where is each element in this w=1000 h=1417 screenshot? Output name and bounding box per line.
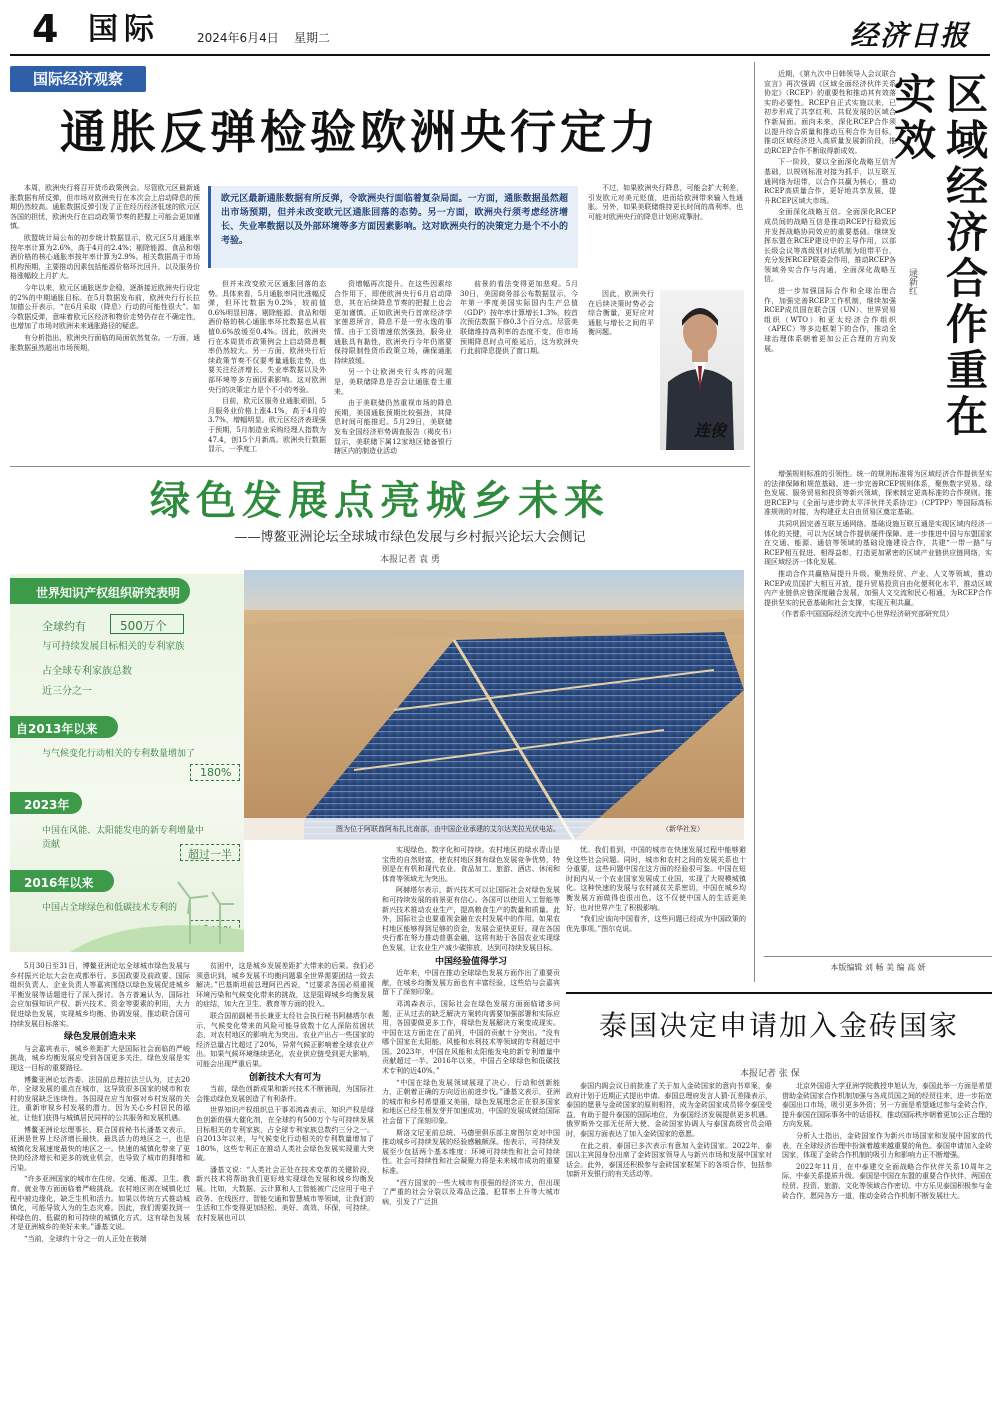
paragraph: 世界知识产权组织总干事邓鸿森表示，知识产权是绿色创新的强大催化剂，在全球约有500万个与可持续发展目标相关的专利家族，占全球专利家族总数约三分之一。自2013年以来，与气候变化行动相关的专利数量增加了180%，这些专利正在推动人类社会绿色发展实现重大突破。 [196, 1106, 374, 1163]
paragraph: 阿赫塔尔表示，新兴技术可以让国际社会对绿色发展和可持续发展的前景更有信心。各国可以使用人工智能等新兴技术推动农业生产，提高粮食生产的数量和质量。此外，国际社会也要重视金融在农村发展中的作用。如果农村地区能够得到足够的资金，发展会更快更好。现在各国央行都在努力推动普惠金融，这将有助于各国农业实现绿色发展，让农业生产减少碳排放，达到可持续发展目标。 [382, 886, 560, 952]
paragraph: 本周，欧洲央行将召开货币政策例会。尽管欧元区最新通胀数据有所反弹，但市场对欧洲央行在本次会上启动降息的预期仍然较高。通胀数据反弹引发了正在经历经济低迷的欧元区各国的担忧，欧洲央行在启动政策节奏的把握上可能会更加谨慎。 [10, 184, 200, 231]
wind-turbine-illustration [70, 874, 244, 952]
column-tag [10, 66, 146, 92]
paragraph: 不过，如果欧洲央行降息，可能会扩大利差，引发欧元对美元贬值，进而给欧洲带来输入性通胀。另外，如果美联储维持更长时间的高利率，也可能对欧洲央行的降息计划形成掣肘。 [588, 184, 743, 221]
article3-byline: 逯新红 [907, 268, 917, 295]
year1-text: 与气候变化行动相关的专利数量增加了 [42, 749, 196, 759]
page-number: 4 [32, 7, 59, 51]
paragraph: 另一个让欧洲央行头疼的问题是，美联储降息是否会让通胀卷土重来。 [334, 368, 452, 396]
article4-body-col2 [782, 1082, 992, 1410]
paragraph: 有分析指出，欧洲央行面临的局面依然复杂。一方面，通胀数据虽然超出市场预期， [10, 333, 200, 352]
solar-plant-illustration [244, 570, 744, 840]
paragraph: “我们应该向中国看齐，这些问题已经成为中国政策的优先事项。”图尔克说。 [566, 915, 746, 933]
article4-byline: 本报记者 张 保 [740, 1069, 800, 1079]
paragraph: 邓鸿森表示，国际社会在绿色发展方面面临诸多问题，正从过去的缺乏解决方案转向需要加强部署和实际应用，各国要做更多工作，将绿色发展解决方案变成现实。中国在这方面走在了前列，中国的贡献十分突出。“没有哪个国家在太阳能、风能和水利技术等领域的专利超过中国。2023年，中国在风能和太阳能发电的新专利增量中贡献超过一半。2016年以来，中国占全球绿色和低碳技术专利的近40%。” [382, 999, 560, 1076]
article1-body-col1 [10, 184, 200, 460]
newspaper-logo: 经济日报 [850, 19, 971, 52]
paragraph: 5月30日至31日，博鳌亚洲论坛全球城市绿色发展与乡村振兴论坛大会在成都举行。多国政要及前政要、国际组织负责人、企业负责人等嘉宾围绕以绿色发展促进城乡平衡发展等话题进行了深入探讨。各方普遍认为，国际社会应加强知识产权、新兴技术、资金等要素的利用，大力促进绿色发展，实现城乡均衡、协调发展，推动联合国可持续发展目标落实。 [10, 962, 190, 1028]
paragraph: 共同巩固完善互联互通网络。基础设施互联互通是实现区域内经济一体化的关键，可以为区域合作提供硬件保障。进一步推进中国与东盟国家在交通、能源、通信等领域的基础设施建设合作，共建“一带一路”与RCEP相互促进、相得益彰，打造更加紧密的区域产业链供应链网络，实现区域经济一体化发展。 [764, 519, 992, 567]
article3-headline: 区域经济合作重在实效 [888, 72, 989, 440]
stat-line1-prefix: 全球约有 [42, 620, 86, 633]
paragraph: 贫困中，这是城乡发展差距扩大带来的后果。我们必须意识到，城乡发展不均衡问题靠全世界需要团结一致去解决。”巴基斯坦前总理阿巴西说，“过要求各国必须重视环境污染和气候变化带来的挑战，这是阻碍城乡均衡发展的症结，加大在卫生、教育等方面的投入。 [196, 962, 374, 1009]
paragraph: 推动合作共赢格局提升升级。聚焦经贸、产业、人文等领域，推动RCEP成员国扩大相互开放，提升贸易投资自由化便利化水平，推动区域内产业链供应链深度融合发展，加强人文交流和民心相通，为RCEP合作提供坚实的民意基础和社会支撑，实现互利共赢。 [764, 569, 992, 607]
paragraph: 在此之前，泰国已多次表示有意加入金砖国家。2022年，泰国以主宾国身份出席了金砖国家领导人与新兴市场和发展中国家对话会。此外，泰国还积极参与金砖国家框架下的各项合作，包括参加新开发银行的有关活动等。 [566, 1141, 772, 1179]
paragraph: 2022年11月，在中泰建交全面战略合作伙伴关系10周年之际，中泰关系提质升级。泰国是中国在东盟的重要合作伙伴，两国在经贸、投资、旅游、文化等领域合作密切。中方乐见泰国积极参与金砖合作，愿同各方一道，推动金砖合作机制不断发展壮大。 [782, 1162, 992, 1200]
paragraph: “当前，全球约十分之一的人正处在极端 [24, 1235, 147, 1244]
paragraph: “中国在绿色发展领域展现了决心、行动和创新能力，正朝着正确的方向迈出前进步伐。”潘基文表示，亚洲的城市和乡村希望重又美丽，绿色发展理念正在很多国家和地区已经生根发芽并加速成功，中国的发展成就给国际社会留下了深刻印象。 [382, 1078, 560, 1126]
paragraph: 联合国前副秘书长兼亚太经社会执行秘书阿赫塔尔表示，气候变化带来的风险可能导致数十亿人深陷贫困状态，对农村地区的影响尤为突出。农业产出占一些国家的经济总量占比超过了20%，异常气候正影响着全球农业产出。如果气候环境继续恶化，农业供应链受到更大影响，可能会出现严重后果。 [196, 1011, 374, 1068]
article2-body-col4 [566, 846, 746, 986]
paragraph: 目前，欧元区服务业通胀顽固，5月服务业价格上涨4.1%，高于4月的3.7%，增幅明显。欧元区经济表现强于预期，5月制造业采购经理人指数为47.4，创15个月新高。欧洲央行数据显示，一季度工 [208, 397, 326, 454]
paragraph: 分析人士指出，金砖国家作为新兴市场国家和发展中国家的代表，在全球经济治理中扮演着越来越重要的角色。泰国申请加入金砖国家，体现了金砖合作机制的吸引力和影响力正不断增强。 [782, 1131, 992, 1160]
solar-plant-photo [244, 570, 744, 840]
issue-date: 2024年6月4日 [197, 31, 279, 45]
paragraph: 北京外国语大学亚洲学院教授申旭认为，泰国此举一方面是希望借助金砖国家合作机制加强与各成员国之间的经贸往来，进一步拓宽泰国出口市场，吸引更多外资；另一方面是希望通过参与金砖合作，提升泰国在国际事务中的话语权，推动国际秩序朝着更加公正合理的方向发展。 [782, 1082, 992, 1129]
year1-value: 180% [200, 766, 232, 779]
article2-headline: 绿色发展点亮城乡未来 [150, 477, 610, 524]
paragraph: 由于美联储仍然重视市场的降息预期，美国通胀预期比较强劲，其降息时间可能推迟。5月29日，美联储发布全国经济形势调查报告（褐皮书）显示，美联储下属12家地区储备银行辖区内的制造业活动 [334, 399, 452, 456]
paragraph: 当前，绿色创新成果和新兴技术不断涌现，为国际社会推动绿色发展创造了有利条件。 [196, 1085, 374, 1103]
article3-body-col2 [764, 470, 992, 948]
paragraph: 潘基文说：“人类社会正处在技术变革的关键阶段，新兴技术将帮助我们更好地实现绿色发展和城乡均衡发展。比如，大数据、云计算和人工智能被广泛应用于电子政务、在线医疗、智能交通和智慧城市等领域，让我们的生活和工作变得更加轻松、美好、高效、环保，可持续。农村发展也可以 [196, 1165, 374, 1222]
article2-body-col1 [10, 962, 190, 1410]
paragraph: 因此，欧洲央行在后续决策时势必会综合衡量，更好应对通胀与增长之间的平衡问题。 [588, 290, 654, 337]
article1-body-col3 [334, 280, 452, 462]
article1-summary-box [208, 186, 578, 268]
article3-body-col1 [764, 70, 896, 466]
stat-line2: 占全球专利家族总数 [42, 666, 132, 677]
section-name: 国际 [88, 12, 160, 47]
section3-title: 中国经验值得学习 [434, 956, 507, 967]
article1-body-col6 [588, 290, 654, 462]
article1-headline: 通胀反弹检验欧洲央行定力 [60, 105, 660, 159]
author-signature: 连俊 [694, 421, 727, 440]
paragraph: 泰国内阁会议日前批准了关于加入金砖国家的意向书草案，泰政府计划于近期正式提出申请。泰国总理府发言人猜·瓦差隆表示，泰国的愿景与金砖国家的原则相符，成为金砖国家成员将令泰国受益，有助于提升泰国的国际地位，为泰国经济发展提供更多机遇。俄罗斯外交部无任所大使、金砖国家协调人与泰国高级官员会晤时，泰国方面表达了加入金砖国家的意愿。 [566, 1082, 772, 1138]
section2-title: 创新技术大有可为 [248, 1072, 321, 1083]
paragraph: 欧盟统计局公布的初步统计数据显示，欧元区5月通胀率按年率计算为2.6%，高于4月的2.4%；剔除能源、食品和烟酒价格的核心通胀率按年率计算为2.9%。相关数据高于市场机构预期，主要推动因素包括能源价格环比回升，以及服务价格涨幅较上月扩大。 [10, 233, 200, 281]
stat-line1-value: 500万个 [120, 619, 167, 633]
article1-summary: 欧元区最新通胀数据有所反弹，令欧洲央行面临着复杂局面。一方面，通胀数据虽然超出市场预期，但并未改变欧元区通胀回落的态势。另一方面，欧洲央行须考虑经济增长、失业率数据以及外部环境等多方面因素影响。这对欧洲央行的决策定力是个不小的考验。 [221, 194, 568, 246]
column-tag-label: 国际经济观察 [32, 70, 123, 88]
year2-text: 中国在风能、太阳能发电的新专利增量中贡献 [42, 826, 205, 850]
article1-body-col2 [208, 280, 326, 462]
photo-caption: 图为位于阿联酋阿布扎比南部，由中国企业承建的艾尔达芙拉光伏电站。 [336, 825, 560, 833]
paragraph: 进一步加强国际合作和全球治理合作，加强完善RCEP工作机制，继续加强RCEP成员国在联合国（UN）、世界贸易组织（WTO）和亚太经济合作组织（APEC）等多边框架下的合作，推动全球治理体系朝着更加公正合理的方向发展。 [764, 287, 896, 353]
masthead [0, 0, 1000, 62]
paragraph: 忧。我们看到，中国的城市在快速发展过程中能够避免这些社会问题。同时，城市和农村之间的发展关系也十分重要，这些问题中国在这方面的经验很可鉴。中国在短时间内从一个农业国家发展成工业国，实现了大规模城镇化。这种快速的发展与农村减贫关系密切，中国在城乡均衡发展方面做得也很出色。这不仅使中国人的生活更美好，也对世界产生了积极影响。 [566, 846, 746, 912]
masthead-rule [10, 54, 990, 56]
year1-label: 自2013年以来 [16, 722, 98, 736]
paragraph: 下一阶段，要以全面深化战略互信为基础，以规则标准对接为抓手，以互联互通网络为纽带，以合作共赢为核心，推动RCEP高质量合作，更好地共享发展，提升RCEP区域大市场。 [764, 158, 896, 205]
paragraph: 前景的看法变得更加悲观。5月30日，美国商务部公布数据显示，今年第一季度美国实际国内生产总值（GDP）按年率计算增长1.3%，较首次预估数据下修0.3个百分点。尽管美联储维持高利率的态度不变，但市场预期降息时点可能延后，这为欧洲央行此前降息提供了窗口期。 [460, 280, 578, 356]
issue-weekday: 星期二 [294, 31, 331, 45]
editor-credit: 本版编辑 刘 畅 美 编 高 妍 [830, 963, 926, 972]
paragraph: 但并未改变欧元区通胀回落的态势。具体来看，5月通胀率同比涨幅反弹，但环比数据为0.2%，较前值0.6%明显回落。剔除能源、食品和烟酒价格的核心通胀率环比数据也从前值0.6%放缓至0.4%。因此，欧洲央行在本周货币政策例会上启动降息概率仍然较大。另一方面，欧洲央行后续政策节奏不仅要考量通胀走势，也要关注经济增长、失业率数据以及外部环境等多方面因素影响。这对欧洲央行的决策定力是个不小的考验。 [208, 280, 326, 394]
ip-infographic [10, 574, 244, 952]
article2-subheadline: ——博鳌亚洲论坛全球城市绿色发展与乡村振兴论坛大会侧记 [234, 530, 586, 545]
infographic-title: 世界知识产权组织研究表明 [36, 586, 181, 600]
article2-body-col3 [382, 846, 560, 1410]
article4-top-rule [566, 992, 992, 994]
right-column-divider [754, 62, 755, 982]
year2-value: 超过一半 [188, 848, 232, 861]
paragraph: 与会嘉宾表示，城乡差距扩大是国际社会面临的严峻挑战，城乡均衡发展应受到各国更多关注，绿色发展是实现这一目标的重要路径。 [10, 1044, 190, 1072]
article4-headline: 泰国决定申请加入金砖国家 [598, 1009, 959, 1042]
article2-byline: 本报记者 袁 勇 [380, 555, 440, 565]
paragraph: （作者系中国国际经济交流中心世界经济研究部研究员） [778, 610, 953, 619]
article2-body-col2 [196, 962, 374, 1410]
paragraph: 近年来，中国在推动全球绿色发展方面作出了重要贡献，在城乡均衡发展方面也有丰富经验，这些给与会嘉宾留下了深刻印象。 [382, 969, 560, 997]
stat-line1-suffix: 与可持续发展目标相关的专利家族 [42, 641, 185, 652]
year2-label: 2023年 [24, 798, 70, 812]
photo-credit: （新华社发） [662, 825, 704, 833]
article1-body-col4 [460, 280, 578, 462]
year3-text: 中国占全球绿色和低碳技术专利的 [42, 903, 178, 913]
paragraph: “西方国家的一些大城市有很强的经济实力，但出现了严重的社会分裂以及毒品泛滥、犯罪率上升等大城市病，引发了广泛担 [382, 1178, 560, 1206]
article1-bottom-rule [10, 466, 750, 467]
article1-body-col5 [588, 184, 743, 284]
paragraph: 资增幅再次提升。在这些因素综合作用下，即使欧洲央行6月启动降息，其在后续降息节奏的把握上也会更加谨慎。正如欧洲央行首席经济学家莲恩所言，降息不是一劳永逸的事情。由于工资增速依然强劲，服务业通胀具有黏性，欧洲央行今年仍需要保持限制性货币政策立场，确保通胀持续放缓。 [334, 280, 452, 365]
paragraph: “许多亚洲国家的城市在住房、交通、能源、卫生、教育、就业等方面面临着严峻挑战。农村地区则在城镇化过程中被边缘化，缺乏生机和活力。如果以传统方式推动城镇化，可能导致人为的生态灾难。因此，我们需要找到一种绿色的、低碳的和可持续的城镇化方式，这有绿色发展才是亚洲城乡的美好未来。”潘基文说。 [10, 1175, 190, 1232]
paragraph: 斯洛文尼亚前总统、马德里俱乐部主席图尔克对中国推动城乡可持续发展的经验感触颇深。他表示，可持续发展至少包括两个基本维度：环境可持续性和社会可持续性。社会可持续性和社会凝聚力将是未来城市成功的重要标准。 [382, 1128, 560, 1175]
author-portrait [660, 290, 744, 450]
paragraph: 今年以来，欧元区通胀逐步企稳，逐渐接近欧洲央行设定的2%的中期通胀目标。在5月数据发布前，欧洲央行行长拉加德公开表示，“在6月采取（降息）行动的可能性很大”。如今数据反弹，意味着欧元区经济和物价走势仍存在不确定性，也增加了市场对欧洲未来通胀路径的疑虑。 [10, 283, 200, 331]
paragraph: 博鳌亚洲论坛咨委、法国前总理拉法兰认为，过去20年，全球发展的重点在城市，这导致很多国家的城市和农村的发展缺乏连续性。各国现在应当加强对乡村发展的关注，重新审视乡村发展的潜力，因为关心乡村居民的福祉，让他们获得与城镇居民同样的公共服务和发展机遇。 [10, 1075, 190, 1122]
paragraph: 实现绿色、数字化和可持续。农村地区的绿水青山是宝贵的自然财富，使农村地区拥有绿色发展竞争优势，特别是在有机和现代农业、食品加工、旅游、酒店、休闲和体育等领域尤为突出。 [382, 846, 560, 883]
section1-title: 绿色发展创造未来 [63, 1032, 136, 1043]
paragraph: 全面深化战略互信。全面深化RCEP成员间的战略互信是推动RCEP行稳致远并发挥战略协同效应的重要基础。继续发挥东盟在RCEP建设中的主导作用，以部长级会议等高级别对话机制为纽带平台，充分发挥RCEP联委会作用，推动RCEP各领域务实合作与沟通，全面深化战略互信。 [764, 208, 896, 284]
editor-credit-rule [764, 956, 992, 957]
year3-label: 2016年以来 [24, 876, 94, 890]
paragraph: 博鳌亚洲论坛理事长、联合国前秘书长潘基文表示，亚洲是世界上经济增长最快、最具活力的地区之一，也是城镇化发展速度最快的地区之一。快速的城镇化带来了更快的经济增长和更多的就业机会，也导致了城市的拥堵和污染。 [10, 1125, 190, 1172]
stat-line3: 近三分之一 [42, 686, 92, 697]
paragraph: 增强规则标准的引领性。统一的规则标准将为区域经济合作提供坚实的法律保障和规范基础。进一步完善RCEP规则体系，聚焦数字贸易、绿色发展、服务贸易和投资等新兴领域，探索制定更高标准的合作规则。推进RCEP与《全面与进步跨太平洋伙伴关系协定》（CPTPP）等国际高标准规则的对接，为构建亚太自由贸易区奠定基础。 [764, 470, 992, 517]
article4-body-col1 [566, 1082, 772, 1410]
paragraph: 近期，《第九次中日韩领导人会议联合宣言》再次强调《区域全面经济伙伴关系协定》（RCEP）的重要性和推动其有效落实的必要性。RCEP自正式实施以来，已初步形成了共享红利、共促发展的区域合作新局面。面向未来，深化RCEP合作须以提升综合质量和推动互利合作为目标，推动区域经济进入高质量发展新阶段，推动RCEP合作不断取得新成效。 [764, 70, 896, 155]
